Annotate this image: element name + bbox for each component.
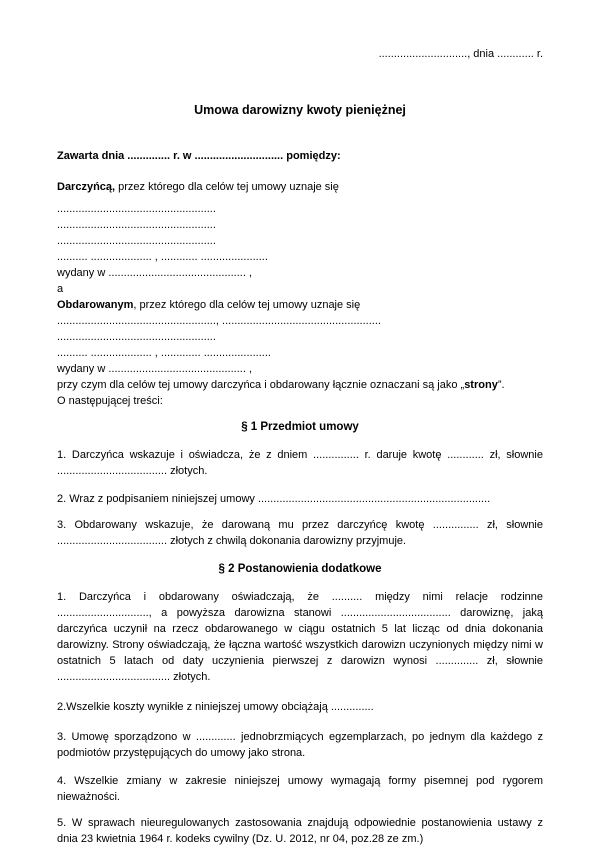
donee-issued-line: wydany w ............................................. , <box>57 363 252 375</box>
donee-lead-text: , przez którego dla celów tej umowy uznaje się <box>133 299 361 311</box>
section1-heading: § 1 Przedmiot umowy <box>241 421 359 433</box>
section2-paragraph-3: 3. Umowę sporządzono w ............. jednobrzmiących egzemplarzach, po jednym dla każdego z podmiotów przystępujących do umowy jako strona. <box>57 731 543 759</box>
section2-paragraph-2: 2.Wszelkie koszty wynikłe z niniejszej umowy obciążają .............. <box>57 701 374 713</box>
date-line: ............................., dnia ............ r. <box>378 48 543 60</box>
donor-fill-line: .................................................... <box>57 219 216 231</box>
parties-clause-end: ”. <box>497 379 505 391</box>
section1-paragraph-3: 3. Obdarowany wskazuje, że darowaną mu przez darczyńcę kwotę ............... zł, słownie .................................... złotych z chwilą dokonania darowizny przyjmuje. <box>57 519 543 547</box>
donee-fill-line: .................................................... <box>57 331 216 343</box>
donee-label: Obdarowanym <box>57 299 134 311</box>
section1-paragraph-2: 2. Wraz z podpisaniem niniejszej umowy ............................................................................ <box>57 493 491 505</box>
donor-fill-line: .......... .................... , ............ ...................... <box>57 251 268 263</box>
section2-heading: § 2 Postanowienia dodatkowe <box>218 563 382 575</box>
donor-fill-line: .................................................... <box>57 203 216 215</box>
donee-fill-line: ...................................................., .................................................... <box>57 315 381 327</box>
donor-lead-text: przez którego dla celów tej umowy uznaje się <box>115 181 339 193</box>
donee-fill-line: .......... .................... , ............. ...................... <box>57 347 271 359</box>
section2-paragraph-4: 4. Wszelkie zmiany w zakresie niniejszej umowy wymagają formy pisemnej pod rygorem nieważności. <box>57 775 543 803</box>
page-title: Umowa darowizny kwoty pieniężnej <box>194 103 406 117</box>
parties-clause <box>57 377 543 393</box>
content-intro-line: O następującej treści: <box>57 395 163 407</box>
donor-fill-line: .................................................... <box>57 235 216 247</box>
conjunction-line: a <box>57 283 64 295</box>
section2-paragraph-5: 5. W sprawach nieuregulowanych zastosowania znajdują odpowiednie postanowienia ustawy z dnia 23 kwietnia 1964 r. kodeks cywilny (Dz. U. 2012, nr 04, poz.28 ze zm.) <box>57 817 543 845</box>
parties-clause-text: przy czym dla celów tej umowy darczyńca i obdarowany łącznie oznaczani są jako „ <box>57 379 465 391</box>
section2-paragraph-1: 1. Darczyńca i obdarowany oświadczają, że .......... między nimi relacje rodzinne .............................., a powyższa darowizna stanowi .................................... darowiznę, jaką darczyńca uczynił na rzecz obdarowanego w ciągu ostatnich 5 lat licząc od dnia dokonania darowizny. Strony oświadczają, że łączna wartość wszystkich darowizn uczynionych między nimi w ostatnich 5 latach od daty uczynienia pierwszej z darowizn wynosi .............. zł, słownie ..................................... złotych. <box>57 591 543 683</box>
donor-lead <box>57 179 543 195</box>
section1-paragraph-1: 1. Darczyńca wskazuje i oświadcza, że z dniem ............... r. daruje kwotę ............ zł, słownie .................................... złotych. <box>57 449 543 477</box>
donor-label: Darczyńcą, <box>57 181 116 193</box>
parties-clause-term: strony <box>464 379 498 391</box>
donor-issued-line: wydany w ............................................. , <box>57 267 252 279</box>
intro-line: Zawarta dnia .............. r. w ............................. pomiędzy: <box>57 150 341 162</box>
donee-lead <box>57 297 543 313</box>
